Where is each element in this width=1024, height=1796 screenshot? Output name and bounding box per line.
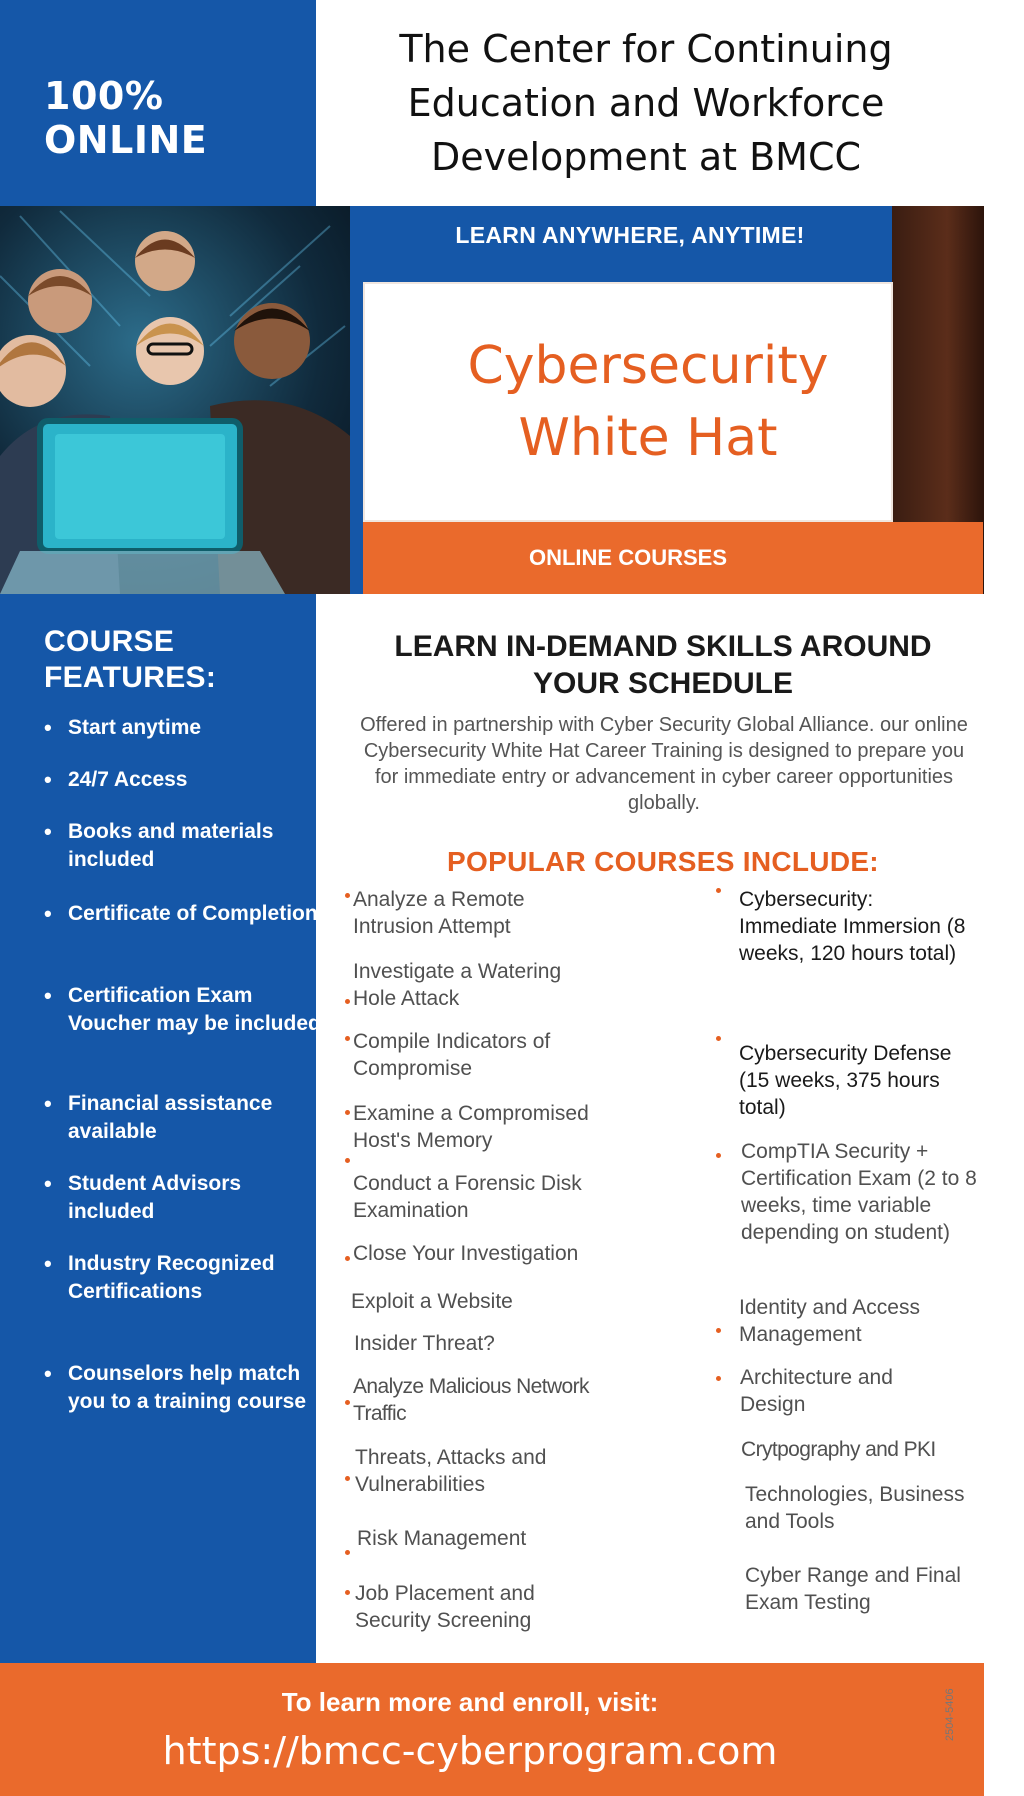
bullet-dot bbox=[345, 1256, 350, 1261]
bullet-dot bbox=[716, 1328, 721, 1333]
course-item: Examine a Compromised Host's Memory bbox=[353, 1102, 589, 1152]
course-item: Cybersecurity Defense (15 weeks, 375 hours total) bbox=[739, 1042, 952, 1119]
hero-tagline: LEARN ANYWHERE, ANYTIME! bbox=[455, 222, 805, 248]
footer-label: To learn more and enroll, visit: bbox=[281, 1687, 659, 1717]
course-item: Exploit a Website bbox=[351, 1290, 513, 1313]
center-title bbox=[316, 0, 976, 206]
course-item: Identity and Access Management bbox=[739, 1296, 920, 1346]
bullet-dot bbox=[345, 1476, 350, 1481]
course-item: Insider Threat? bbox=[354, 1332, 495, 1355]
bullet-dot bbox=[716, 1153, 721, 1158]
course-item: Technologies, Business and Tools bbox=[745, 1483, 965, 1533]
course-title-card bbox=[363, 282, 893, 522]
course-item: Close Your Investigation bbox=[353, 1242, 579, 1265]
bullet-dot bbox=[345, 1550, 350, 1555]
bullet-dot bbox=[345, 1158, 350, 1163]
popular-courses-title: POPULAR COURSES INCLUDE: bbox=[447, 846, 879, 877]
online-courses-label: ONLINE COURSES bbox=[528, 545, 728, 570]
course-item: CompTIA Security + Certification Exam (2 to 8 weeks, time variable depending on student) bbox=[741, 1140, 977, 1244]
flyer-code: 2504-5406 bbox=[944, 1688, 956, 1741]
skills-title-line-2: YOUR SCHEDULE bbox=[532, 667, 794, 700]
bullet-dot bbox=[716, 1376, 721, 1381]
online-word: ONLINE bbox=[44, 118, 208, 162]
features-title bbox=[44, 624, 216, 696]
skills-title-line-1: LEARN IN-DEMAND SKILLS AROUND bbox=[394, 630, 932, 663]
bullet-dot bbox=[345, 1110, 350, 1115]
bullet-dot bbox=[345, 893, 350, 898]
bullet-dot bbox=[345, 1036, 350, 1041]
bullet-dot bbox=[716, 1036, 721, 1041]
intro-paragraph: Offered in partnership with Cyber Security Global Alliance. our online Cybersecurity White Hat Career Training is designed to prepare you for immediate entry or advancement in cyber career opportunities globally. bbox=[360, 714, 968, 814]
course-features-sidebar bbox=[0, 594, 321, 1663]
course-item: Conduct a Forensic Disk Examination bbox=[353, 1172, 582, 1222]
hero-photo-students-laptop bbox=[0, 206, 350, 594]
bullet-dot bbox=[345, 1590, 350, 1595]
course-item: Compile Indicators of Compromise bbox=[353, 1030, 551, 1080]
center-title-line-2: Education and Workforce bbox=[407, 81, 885, 125]
center-title-line-3: Development at BMCC bbox=[430, 135, 862, 179]
course-title-line-2: White Hat bbox=[518, 408, 778, 468]
feature-item: • Certificate of Completion bbox=[44, 900, 328, 928]
online-badge bbox=[0, 0, 316, 206]
feature-item: • Student Advisors included bbox=[44, 1170, 328, 1226]
features-title-line-2: FEATURES: bbox=[44, 661, 217, 694]
online-courses-banner bbox=[363, 522, 983, 594]
course-item: Threats, Attacks and Vulnerabilities bbox=[355, 1446, 547, 1496]
course-item: Analyze Malicious Network Traffic bbox=[353, 1375, 589, 1425]
feature-item: • Industry Recognized Certifications bbox=[44, 1250, 328, 1306]
course-item: Cybersecurity: Immediate Immersion (8 weeks, 120 hours total) bbox=[739, 888, 966, 965]
feature-item: • Books and materials included bbox=[44, 818, 328, 874]
skills-title bbox=[316, 628, 1010, 702]
feature-item: • 24/7 Access bbox=[44, 766, 328, 794]
course-item: Cyber Range and Final Exam Testing bbox=[745, 1564, 961, 1614]
bullet-dot bbox=[345, 1400, 350, 1405]
bullet-dot bbox=[716, 888, 721, 893]
bullet-dot bbox=[345, 999, 350, 1004]
hero-illustration bbox=[0, 206, 350, 594]
course-item: Architecture and Design bbox=[740, 1366, 893, 1416]
feature-item: • Certification Exam Voucher may be included bbox=[44, 982, 328, 1038]
course-item: Analyze a Remote Intrusion Attempt bbox=[353, 888, 525, 938]
center-title-line-1: The Center for Continuing bbox=[399, 27, 893, 71]
course-item: Crytpography and PKI bbox=[741, 1438, 936, 1461]
course-item: Risk Management bbox=[357, 1527, 527, 1550]
course-item: Job Placement and Security Screening bbox=[355, 1582, 535, 1632]
feature-item: • Financial assistance available bbox=[44, 1090, 328, 1146]
program-url-link[interactable]: https://bmcc-cyberprogram.com bbox=[162, 1729, 778, 1773]
course-item: Investigate a Watering Hole Attack bbox=[353, 960, 562, 1010]
feature-item: • Start anytime bbox=[44, 714, 328, 742]
feature-item: • Counselors help match you to a training course bbox=[44, 1360, 328, 1416]
course-title-line-1: Cybersecurity bbox=[467, 336, 829, 396]
enroll-footer bbox=[0, 1663, 984, 1796]
online-percent: 100% bbox=[44, 74, 164, 118]
features-title-line-1: COURSE bbox=[44, 625, 175, 658]
